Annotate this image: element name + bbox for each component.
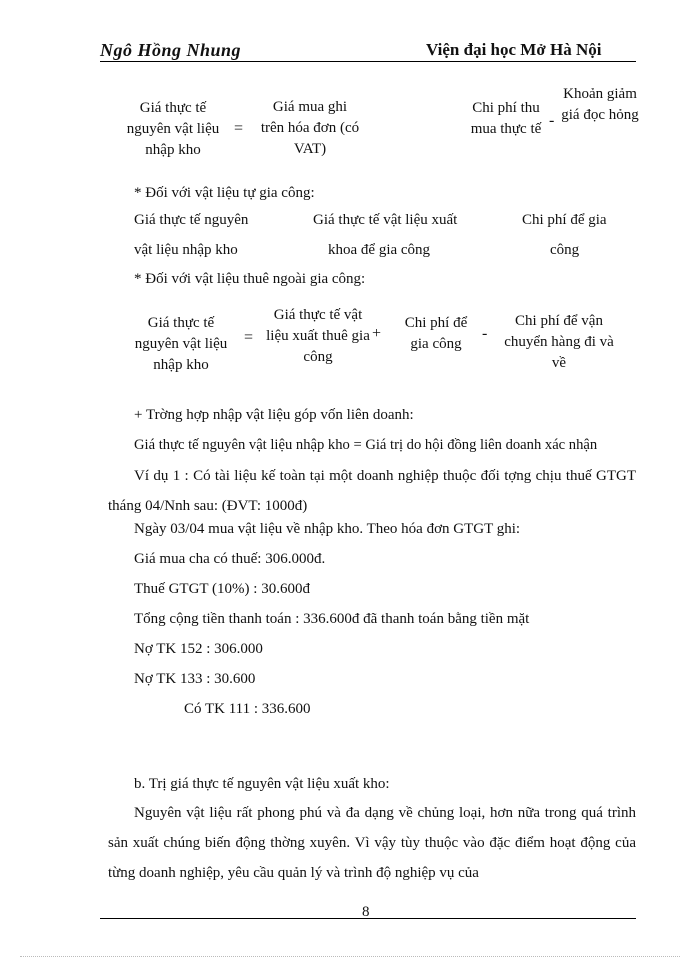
outsourced-term2: Chi phí để gia công: [404, 315, 468, 352]
example-intro: Ví dụ 1 : Có tài liệu kế toàn tại một doanh nghiệp thuộc đối tợng chịu thuế GTGT tháng 04/Nnh sau: (ĐVT: 1000đ): [108, 468, 636, 514]
self-processing-heading: * Đối với vật liệu tự gia công:: [134, 185, 315, 201]
section-b-heading: b. Trị giá thực tế nguyên vật liệu xuất kho:: [134, 776, 390, 792]
outsourced-term3: Chi phí để vận chuyển hàng đi và về: [504, 313, 614, 371]
debit-133-line: Nợ TK 133 : 30.600: [134, 671, 256, 687]
self-col2-line2: khoa để gia công: [328, 242, 431, 258]
outsourced-minus: -: [482, 325, 488, 342]
institution-name: Viện đại học Mở Hà Nội: [426, 40, 602, 59]
outsourced-term1: Giá thực tế vật liệu xuất thuê gia công: [266, 307, 370, 365]
self-col2-line1: Giá thực tế vật liệu xuất: [313, 212, 458, 228]
vat-line: Thuế GTGT (10%) : 30.600đ: [134, 581, 310, 597]
self-col1-line1: Giá thực tế nguyên: [134, 212, 249, 228]
formula1-lhs: Giá thực tế nguyên vật liệu nhập kho: [126, 100, 220, 158]
outsourced-equals: =: [244, 329, 254, 346]
self-col3-line2: công: [550, 242, 580, 258]
section-b-paragraph: Nguyên vật liệu rất phong phú và đa dạng về chủng loại, hơn nữa trong quá trình sản xuất chúng biến động thờng xuyên. Vì vậy tùy thuộc vào đặc điểm hoạt động của từng doanh nghiệp, yêu cầu quản lý và trình độ nghiệp vụ của: [108, 805, 636, 881]
page-bottom-dots: [20, 956, 680, 957]
formula1-term1: Giá mua ghi trên hóa đơn (có VAT): [260, 99, 360, 157]
author-name: Ngô Hồng Nhung: [100, 40, 242, 60]
footer-rule: [100, 918, 636, 919]
header-rule: [100, 61, 636, 62]
page-number: 8: [362, 904, 370, 920]
self-col3-line1: Chi phí để gia: [522, 212, 607, 228]
debit-152-line: Nợ TK 152 : 306.000: [134, 641, 263, 657]
total-line: Tổng cộng tiền thanh toán : 336.600đ đã thanh toán bằng tiền mặt: [134, 611, 530, 627]
outsourced-plus: +: [372, 325, 382, 342]
purchase-line: Ngày 03/04 mua vật liệu về nhập kho. Theo hóa đơn GTGT ghi:: [134, 521, 521, 537]
outsourced-lhs: Giá thực tế nguyên vật liệu nhập kho: [134, 315, 228, 373]
outsourced-heading: * Đối với vật liệu thuê ngoài gia công:: [134, 271, 366, 287]
price-line: Giá mua cha có thuế: 306.000đ.: [134, 551, 326, 567]
formula1-term2: Chi phí thu mua thực tế: [470, 100, 542, 137]
formula1-term3: Khoản giảm giá đọc hỏng: [561, 86, 639, 123]
credit-111-line: Có TK 111 : 336.600: [184, 701, 311, 717]
joint-venture-formula: Giá thực tế nguyên vật liệu nhập kho = Giá trị do hội đồng liên doanh xác nhận: [134, 437, 598, 453]
joint-venture-heading: + Trờng hợp nhập vật liệu góp vốn liên doanh:: [134, 407, 414, 423]
formula1-equals: =: [234, 120, 244, 137]
self-col1-line2: vật liệu nhập kho: [134, 242, 238, 258]
formula1-minus: -: [549, 112, 555, 129]
